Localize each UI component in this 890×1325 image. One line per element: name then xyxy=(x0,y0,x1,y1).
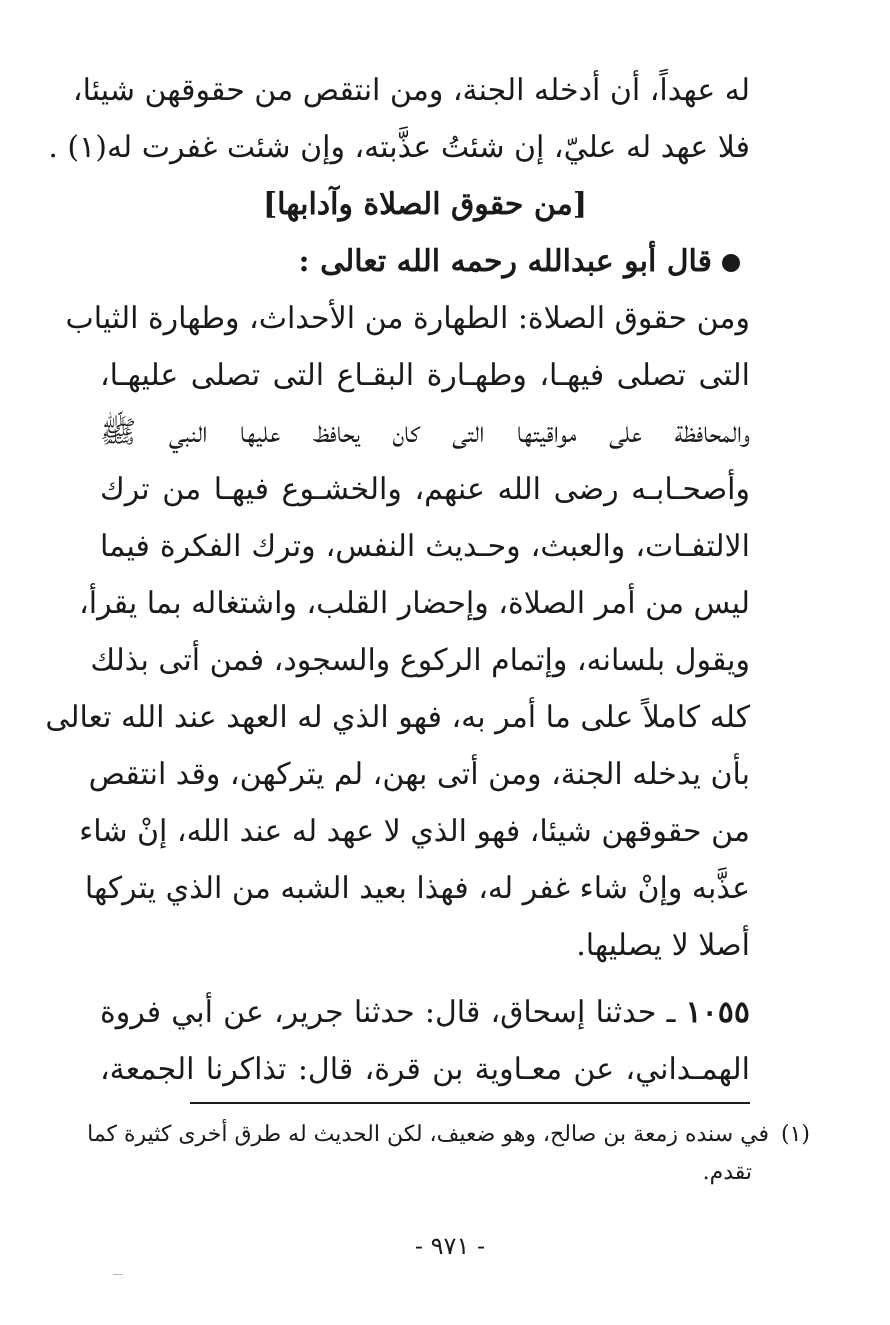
paragraph-line: ويقول بلسانه، وإتمام الركوع والسجود، فمن أتى بذلك xyxy=(90,643,750,678)
paragraph-line: الالتفـات، والعبث، وحـديث النفس، وترك الفكرة فيما xyxy=(100,529,750,564)
main-text xyxy=(45,62,750,1098)
paragraph-line: ليس من أمر الصلاة، وإحضار القلب، واشتغاله بما يقرأ، xyxy=(79,586,750,621)
hadith-text: ـ حدثنا إسحاق، قال: حدثنا جرير، عن أبي فروة xyxy=(100,995,676,1030)
scan-mark xyxy=(113,1274,123,1275)
paragraph-line: والمحافظة على مواقيتها التى كان يحافظ عليها النبي ﷺ xyxy=(100,415,750,450)
hadith-number: ١٠٥٥ xyxy=(685,995,750,1030)
footnote-divider xyxy=(190,1102,750,1104)
footnote-marker: (١) xyxy=(780,1122,810,1147)
hadith-line: الهمـداني، عن معـاوية بن قرة، قال: تذاكرنا الجمعة، xyxy=(100,1052,750,1087)
bullet-icon xyxy=(722,254,740,272)
paragraph-line: من حقوقهن شيئا، فهو الذي لا عهد له عند الله، إنْ شاء xyxy=(79,814,750,849)
page-number: - ٩٧١ - xyxy=(414,1232,486,1260)
intro-line xyxy=(100,233,750,290)
text-line: فلا عهد له عليّ، إن شئتُ عذَّبته، وإن شئت غفرت له(١) . xyxy=(48,130,750,165)
paragraph-line: بأن يدخله الجنة، ومن أتى بهن، لم يتركهن، وقد انتقص xyxy=(88,757,750,792)
paragraph-line: عذَّبه وإنْ شاء غفر له، فهذا بعيد الشبه من الذي يتركها xyxy=(84,871,750,906)
section-heading: [من حقوق الصلاة وآدابها] xyxy=(262,187,588,222)
paragraph-line: ومن حقوق الصلاة: الطهارة من الأحداث، وطهارة الثياب xyxy=(65,301,750,336)
footnote-text: في سنده زمعة بن صالح، وهو ضعيف، لكن الحديث له طرق أخرى كثيرة كما xyxy=(87,1122,769,1147)
hadith-line xyxy=(100,984,750,1041)
text-line: له عهداً، أن أدخله الجنة، ومن انتقص من حقوقهن شيئا، xyxy=(72,73,750,108)
paragraph-line: التى تصلى فيهـا، وطهـارة البقـاع التى تصلى عليهـا، xyxy=(100,358,750,393)
footnote-line xyxy=(87,1116,810,1154)
intro-text: قال أبو عبدالله رحمه الله تعالى : xyxy=(298,244,712,279)
footnote xyxy=(87,1116,810,1192)
paragraph-line: كله كاملاً على ما أمر به، فهو الذي له العهد عند الله تعالى xyxy=(45,700,750,735)
paragraph-line: وأصحـابـه رضى الله عنهم، والخشـوع فيهـا من ترك xyxy=(100,472,750,507)
footnote-line: تقدم. xyxy=(702,1160,752,1185)
paragraph-line: أصلا لا يصليها. xyxy=(576,928,750,963)
